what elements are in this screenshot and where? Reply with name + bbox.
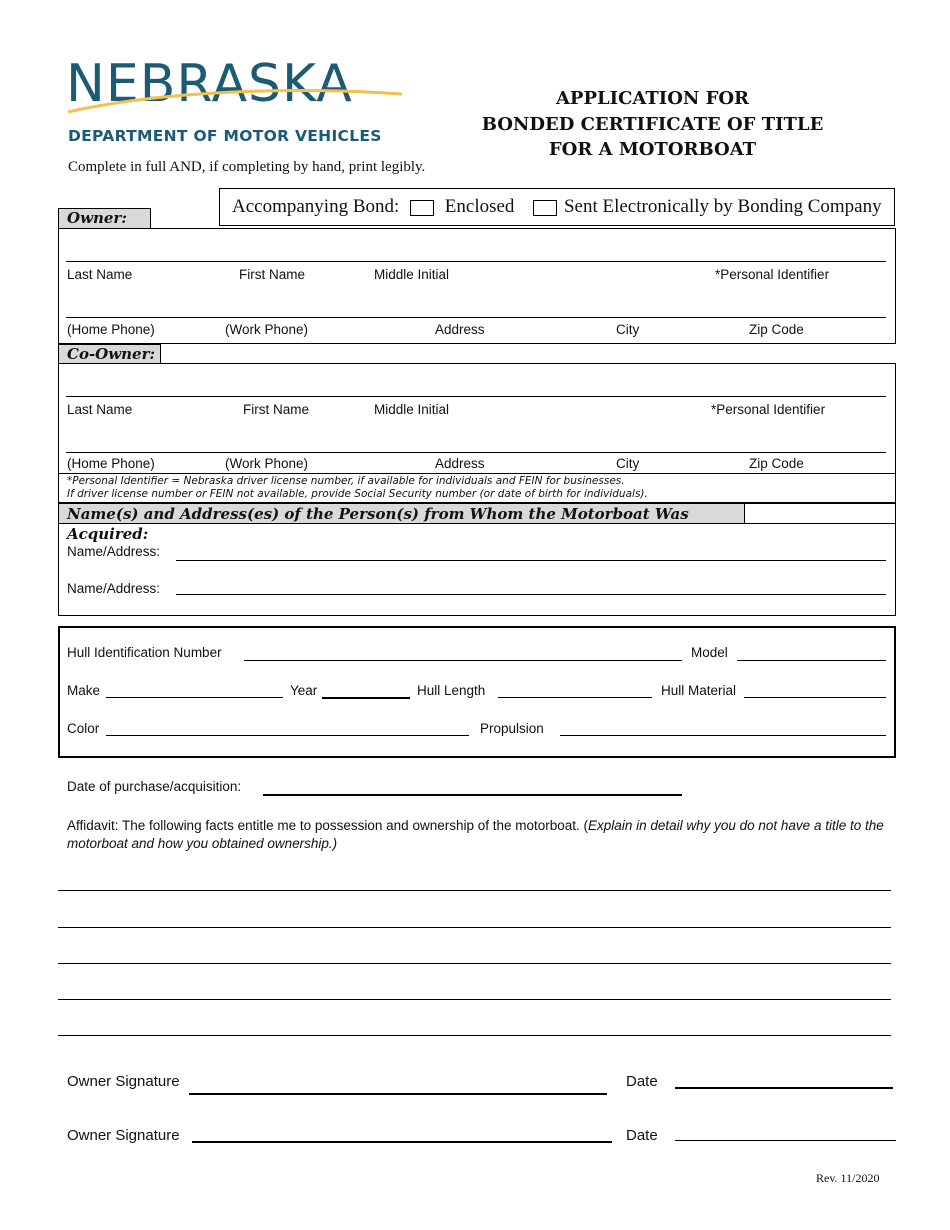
title-line-2: BONDED CERTIFICATE OF TITLE [481,113,824,135]
coowner-city-label: City [616,456,640,471]
owner-signature-label-1: Owner Signature [67,1073,180,1090]
owner-line-1 [66,261,886,262]
bond-box [219,188,895,226]
logo-swoosh-icon [66,84,406,114]
logo-department: DEPARTMENT OF MOTOR VEHICLES [68,127,382,145]
hull-length-field[interactable] [498,697,652,698]
hull-length-label: Hull Length [417,683,486,698]
affidavit-text [67,817,887,853]
affidavit-line-5[interactable] [58,1035,891,1036]
affidavit-statement: Affidavit: The following facts entitle me to possession and ownership of the motorboat. ( [67,818,589,833]
coowner-section-label: Co-Owner: [58,344,161,364]
enclosed-checkbox[interactable] [410,200,434,216]
color-field[interactable] [106,735,469,736]
electronic-checkbox[interactable] [533,200,557,216]
coowner-note-divider [58,473,896,474]
model-field[interactable] [737,660,886,661]
title-line-1: APPLICATION FOR [555,88,750,109]
color-label: Color [67,721,100,736]
owner-home-phone-label: (Home Phone) [67,322,155,337]
owner-address-label: Address [435,322,485,337]
date-field-1[interactable] [675,1087,893,1089]
coowner-home-phone-label: (Home Phone) [67,456,155,471]
make-label: Make [67,683,101,698]
coowner-work-phone-label: (Work Phone) [225,456,309,471]
owner-personal-id-label: *Personal Identifier [715,267,830,282]
electronic-label: Sent Electronically by Bonding Company [563,196,882,217]
acquired-name-line-1[interactable] [176,560,886,561]
personal-id-note-1: *Personal Identifier = Nebraska driver license number, if available for individuals and FEIN for businesses. [67,475,625,487]
acquired-name-label-1: Name/Address: [67,544,161,559]
instructions: Complete in full AND, if completing by hand, print legibly. [68,159,426,175]
purchase-date-label: Date of purchase/acquisition: [67,779,242,794]
hin-label: Hull Identification Number [67,645,222,660]
coowner-line-1 [66,396,886,397]
bond-label: Accompanying Bond: [232,196,400,217]
affidavit-line-1[interactable] [58,890,891,891]
affidavit-line-3[interactable] [58,963,891,964]
coowner-line-2 [66,452,886,453]
coowner-zip-label: Zip Code [749,456,804,471]
model-label: Model [691,645,728,660]
affidavit-line-2[interactable] [58,927,891,928]
acquired-box [58,523,896,616]
owner-zip-label: Zip Code [749,322,804,337]
date-field-2[interactable] [675,1140,896,1141]
hull-material-field[interactable] [744,697,886,698]
revision-date: Rev. 11/2020 [816,1171,880,1185]
acquired-name-line-2[interactable] [176,594,886,595]
coowner-last-name-label: Last Name [67,402,133,417]
coowner-address-label: Address [435,456,485,471]
year-field[interactable] [322,697,410,699]
owner-line-2 [66,317,886,318]
make-field[interactable] [106,697,283,698]
affidavit-instruction: Explain in detail why you do not have a title to the motorboat and how you obtained ownership.) [67,818,884,851]
purchase-date-field[interactable] [263,794,682,796]
title-line-3: FOR A MOTORBOAT [548,139,757,160]
coowner-first-name-label: First Name [243,402,310,417]
date-label-2: Date [626,1127,658,1144]
owner-section-label: Owner: [58,208,151,229]
owner-middle-initial-label: Middle Initial [374,267,450,282]
logo-nebraska: NEBRASKA [66,54,353,114]
owner-signature-label-2: Owner Signature [67,1127,180,1144]
form-title [470,86,835,163]
personal-id-note-2: If driver license number or FEIN not available, provide Social Security number (or date of birth for individuals). [67,488,648,500]
owner-city-label: City [616,322,640,337]
owner-last-name-label: Last Name [67,267,133,282]
year-label: Year [290,683,318,698]
date-label-1: Date [626,1073,658,1090]
acquired-name-label-2: Name/Address: [67,581,161,596]
acquired-header-cell [744,503,896,524]
affidavit-line-4[interactable] [58,999,891,1000]
acquired-section-label: Name(s) and Address(es) of the Person(s) from Whom the Motorboat Was Acquired: [58,503,745,524]
propulsion-label: Propulsion [480,721,544,736]
owner-first-name-label: First Name [239,267,306,282]
hin-field[interactable] [244,660,682,661]
hull-material-label: Hull Material [661,683,737,698]
owner-signature-field-1[interactable] [189,1093,607,1095]
coowner-middle-initial-label: Middle Initial [374,402,450,417]
enclosed-label: Enclosed [444,196,515,217]
owner-signature-field-2[interactable] [192,1141,612,1143]
owner-work-phone-label: (Work Phone) [225,322,309,337]
coowner-personal-id-label: *Personal Identifier [711,402,826,417]
propulsion-field[interactable] [560,735,886,736]
